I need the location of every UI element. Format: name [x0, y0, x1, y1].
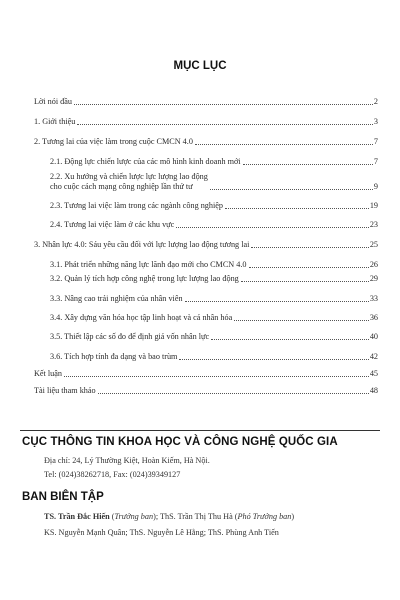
toc-entry-title: 2.3. Tương lai việc làm trong các ngành công nghiệp [50, 201, 224, 210]
board-member-1-name: TS. Trần Đắc Hiến [44, 512, 110, 521]
toc-entry-page: 45 [369, 369, 378, 378]
toc-dot-leader [234, 320, 369, 321]
toc-entry-page: 7 [373, 137, 378, 146]
toc-entry-title: 1. Giới thiệu [34, 117, 76, 126]
toc-dot-leader [243, 164, 373, 165]
toc-entry-page: 25 [369, 240, 378, 249]
toc-entry-page: 9 [373, 182, 378, 191]
toc-dot-leader [241, 281, 369, 282]
toc-entry-page: 26 [369, 260, 378, 269]
toc-list [34, 97, 378, 396]
toc-entry-title: 3.6. Tích hợp tính đa dạng và bao trùm [50, 352, 178, 361]
divider-rule [20, 430, 380, 431]
toc-entry-title: 3.5. Thiết lập các số đo để định giá vốn nhân lực [50, 332, 210, 341]
board-member-2-role: Phó Trưởng ban [237, 512, 292, 521]
toc-entry-title: Kết luận [34, 369, 62, 378]
organization-address: Địa chỉ: 24, Lý Thường Kiệt, Hoàn Kiếm, Hà Nội. [44, 456, 210, 465]
toc-dot-leader [185, 301, 369, 302]
toc-entry-page: 33 [369, 294, 378, 303]
toc-dot-leader [74, 104, 373, 105]
board-member-1-role: Trưởng ban [114, 512, 154, 521]
toc-entry [34, 260, 378, 270]
editorial-board-line-1: TS. Trần Đắc Hiến (Trưởng ban); ThS. Trần Thị Thu Hà (Phó Trưởng ban) [44, 512, 295, 521]
toc-entry [34, 117, 378, 127]
toc-entry-title: 3.2. Quản lý tích hợp công nghệ trong lực lượng lao động [50, 274, 239, 283]
organization-name: CỤC THÔNG TIN KHOA HỌC VÀ CÔNG NGHỆ QUỐC GIA [22, 436, 338, 448]
toc-entry-page: 3 [373, 117, 378, 126]
toc-dot-leader [249, 267, 369, 268]
toc-title: MỤC LỤC [173, 60, 227, 72]
toc-entry-title: 3. Nhân lực 4.0: Sáu yêu cầu đối với lực lượng lao động tương lai [34, 240, 250, 249]
toc-dot-leader [77, 124, 373, 125]
toc-entry-title: 2.2. Xu hướng và chiến lược lực lượng lao động cho cuộc cách mạng công nghiệp lần thứ tư [50, 172, 208, 191]
toc-entry-page: 2 [373, 97, 378, 106]
toc-entry [34, 313, 378, 323]
toc-entry [34, 172, 378, 192]
toc-entry [34, 274, 378, 284]
toc-entry-page: 23 [369, 220, 378, 229]
toc-dot-leader [176, 227, 369, 228]
toc-dot-leader [179, 359, 368, 360]
toc-dot-leader [195, 144, 373, 145]
toc-entry-page: 7 [373, 157, 378, 166]
toc-entry-title: Lời nói đầu [34, 97, 72, 106]
organization-phone-fax: Tel: (024)38262718, Fax: (024)39349127 [44, 470, 181, 479]
editorial-board-line-2: KS. Nguyễn Mạnh Quân; ThS. Nguyễn Lê Hằng; ThS. Phùng Anh Tiến [44, 528, 279, 537]
toc-entry [34, 294, 378, 304]
toc-entry-page: 42 [369, 352, 378, 361]
toc-entry-title: 3.4. Xây dựng văn hóa học tập linh hoạt và cá nhân hóa [50, 313, 233, 322]
toc-dot-leader [98, 393, 369, 394]
toc-entry [34, 240, 378, 250]
toc-entry-page: 48 [369, 386, 378, 395]
toc-entry [34, 97, 378, 107]
editorial-board-title: BAN BIÊN TẬP [22, 491, 104, 503]
toc-dot-leader [211, 339, 369, 340]
toc-entry-page: 29 [369, 274, 378, 283]
toc-entry-title: Tài liệu tham khảo [34, 386, 96, 395]
toc-entry-page: 40 [369, 332, 378, 341]
toc-entry-page: 36 [369, 313, 378, 322]
toc-dot-leader [210, 189, 373, 190]
toc-entry [34, 352, 378, 362]
toc-entry-page: 19 [369, 201, 378, 210]
toc-entry [34, 157, 378, 167]
toc-entry-title: 2.4. Tương lai việc làm ở các khu vực [50, 220, 175, 229]
toc-dot-leader [225, 208, 369, 209]
board-member-2-name: ThS. Trần Thị Thu Hà [160, 512, 233, 521]
toc-entry-title: 2. Tương lai của việc làm trong cuộc CMCN 4.0 [34, 137, 193, 146]
toc-dot-leader [64, 376, 369, 377]
toc-entry [34, 386, 378, 396]
toc-entry [34, 220, 378, 230]
toc-entry [34, 332, 378, 342]
toc-entry [34, 201, 378, 211]
toc-entry-title: 3.1. Phát triển những năng lực lãnh đạo mới cho CMCN 4.0 [50, 260, 247, 269]
toc-entry-title: 2.1. Động lực chiến lược của các mô hình kinh doanh mới [50, 157, 241, 166]
toc-entry-title: 3.3. Nâng cao trải nghiệm của nhân viên [50, 294, 183, 303]
toc-dot-leader [251, 247, 368, 248]
toc-entry [34, 137, 378, 147]
toc-entry [34, 369, 378, 379]
